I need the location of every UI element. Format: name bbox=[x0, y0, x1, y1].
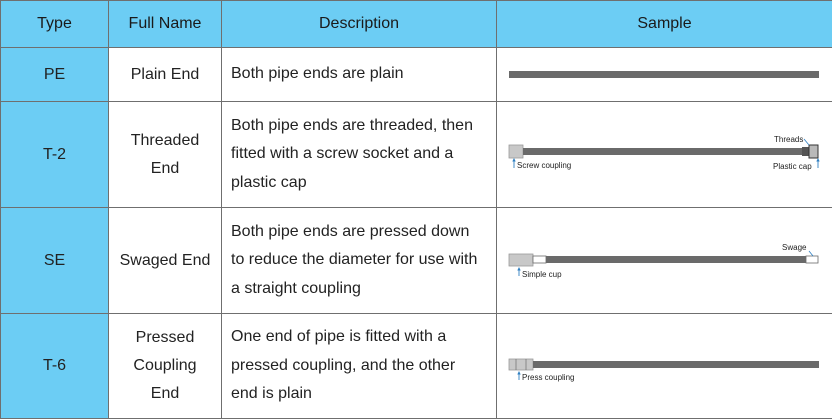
sample-se bbox=[497, 208, 832, 314]
threads-pointer bbox=[804, 139, 809, 145]
description-se: Both pipe ends are pressed down to reduce the diameter for use with a straight coupling bbox=[222, 208, 497, 314]
type-code-se: SE bbox=[1, 208, 109, 314]
plain-end-pipe-diagram bbox=[497, 48, 832, 101]
screw-coupling-shape bbox=[509, 145, 523, 158]
press-coupling-shape bbox=[509, 359, 533, 370]
row-t2 bbox=[1, 102, 832, 208]
full-name-pe: Plain End bbox=[109, 48, 222, 102]
header-description: Description bbox=[222, 1, 497, 48]
sample-pe bbox=[497, 48, 832, 102]
description-pe: Both pipe ends are plain bbox=[222, 48, 497, 102]
label-swage: Swage bbox=[782, 243, 807, 252]
header-type: Type bbox=[1, 1, 109, 48]
row-se bbox=[1, 208, 832, 314]
type-code-t6: T-6 bbox=[1, 314, 109, 419]
row-t6 bbox=[1, 314, 832, 419]
sample-t6 bbox=[497, 314, 832, 419]
description-t2: Both pipe ends are threaded, then fitted with a screw socket and a plastic cap bbox=[222, 102, 497, 208]
label-screw-coupling: Screw coupling bbox=[517, 161, 571, 170]
label-threads: Threads bbox=[774, 135, 803, 144]
label-simple-cup: Simple cup bbox=[522, 270, 562, 279]
pipe-body bbox=[533, 361, 819, 368]
swaged-end-right bbox=[806, 256, 818, 263]
swaged-end-left bbox=[533, 256, 546, 263]
pipe-body bbox=[509, 71, 819, 78]
type-code-pe: PE bbox=[1, 48, 109, 102]
swage-pointer bbox=[809, 251, 813, 256]
type-code-t2: T-2 bbox=[1, 102, 109, 208]
threaded-end-pipe-diagram bbox=[497, 102, 832, 207]
label-press-coupling: Press coupling bbox=[522, 373, 574, 382]
swaged-end-pipe-diagram bbox=[497, 208, 832, 313]
label-plastic-cap: Plastic cap bbox=[773, 162, 812, 171]
simple-cup-shape bbox=[509, 254, 533, 266]
pipe-body bbox=[546, 256, 806, 263]
plastic-cap-shape bbox=[809, 145, 818, 158]
full-name-t2: Threaded End bbox=[109, 102, 222, 208]
row-pe bbox=[1, 48, 832, 102]
header-sample: Sample bbox=[497, 1, 832, 48]
full-name-t6: Pressed Coupling End bbox=[109, 314, 222, 419]
pipe-body bbox=[523, 148, 807, 155]
header-row bbox=[1, 1, 832, 48]
threads-shape bbox=[802, 147, 809, 156]
full-name-se: Swaged End bbox=[109, 208, 222, 314]
description-t6: One end of pipe is fitted with a pressed coupling, and the other end is plain bbox=[222, 314, 497, 419]
pressed-coupling-pipe-diagram bbox=[497, 314, 832, 418]
sample-t2 bbox=[497, 102, 832, 208]
header-full-name: Full Name bbox=[109, 1, 222, 48]
